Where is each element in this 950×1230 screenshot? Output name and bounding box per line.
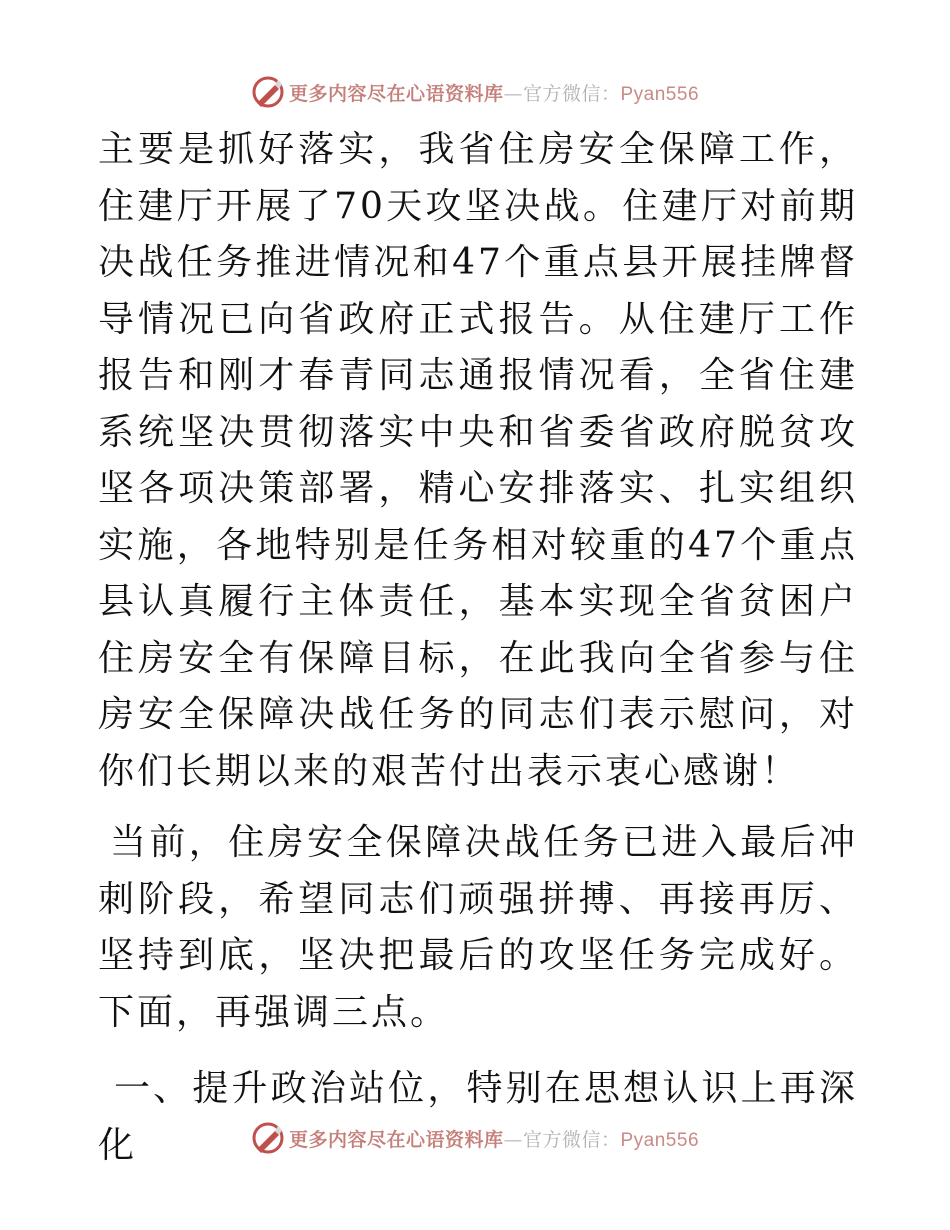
watermark-text: 更多内容尽在心语资料库—官方微信：Pyan556: [288, 1128, 700, 1151]
header-watermark: [0, 72, 950, 112]
watermark-text: 更多内容尽在心语资料库—官方微信：Pyan556: [288, 82, 700, 105]
section-heading: 一、提升政治站位，特别在思想认识上再深化: [98, 1068, 858, 1166]
pen-logo-icon: [251, 1121, 285, 1155]
document-body: [98, 122, 858, 1174]
footer-watermark: [0, 1118, 950, 1158]
pen-logo-icon: [251, 75, 285, 109]
body-paragraph-1: 主要是抓好落实，我省住房安全保障工作，住建厅开展了70天攻坚决战。住建厅对前期决战任务推进情况和47个重点县开展挂牌督导情况已向省政府正式报告。从住建厅工作报告和刚才春青同志通报情况看，全省住建系统坚决贯彻落实中央和省委省政府脱贫攻坚各项决策部署，精心安排落实、扎实组织实施，各地特别是任务相对较重的47个重点县认真履行主体责任，基本实现全省贫困户住房安全有保障目标，在此我向全省参与住房安全保障决战任务的同志们表示慰问，对你们长期以来的艰苦付出表示衷心感谢！: [98, 129, 858, 792]
body-paragraph-2: 当前，住房安全保障决战任务已进入最后冲刺阶段，希望同志们顽强拼搏、再接再厉、坚持到底，坚决把最后的攻坚任务完成好。下面，再强调三点。: [98, 822, 858, 1033]
